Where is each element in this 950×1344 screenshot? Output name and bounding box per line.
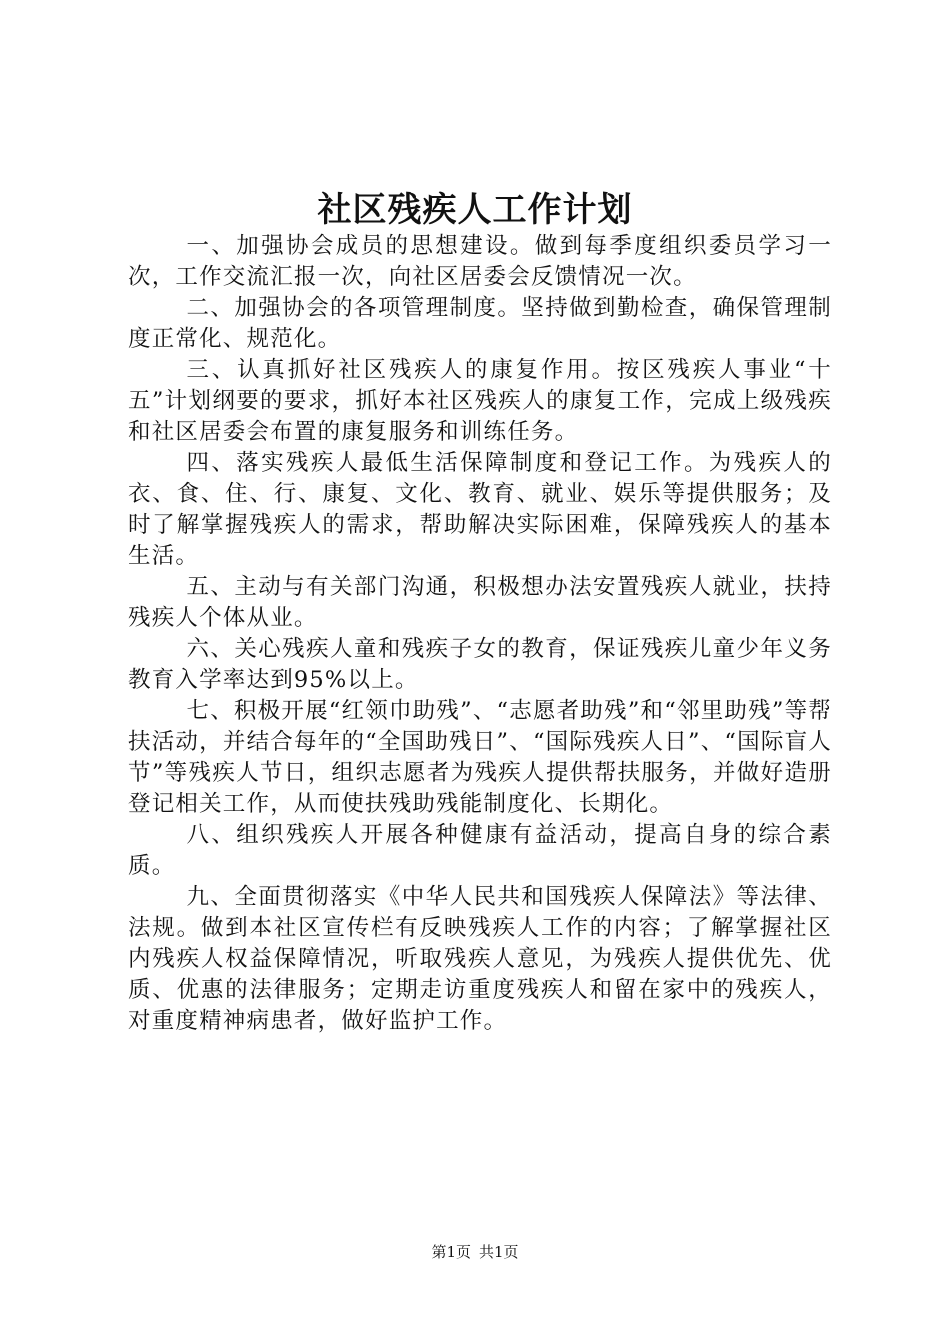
document-title: 社区残疾人工作计划 [317, 190, 633, 230]
paragraph-2: 二、加强协会的各项管理制度。坚持做到勤检查，确保管理制度正常化、规范化。 [128, 295, 832, 352]
paragraph-4: 四、落实残疾人最低生活保障制度和登记工作。为残疾人的衣、食、住、行、康复、文化、教育、就业、娱乐等提供服务；及时了解掌握残疾人的需求，帮助解决实际困难，保障残疾人的基本生活。 [128, 450, 832, 569]
paragraph-7: 七、积极开展“红领巾助残”、“志愿者助残”和“邻里助残”等帮扶活动，并结合每年的“全国助残日”、“国际残疾人日”、“国际盲人节”等残疾人节日，组织志愿者为残疾人提供帮扶服务，并做好造册登记相关工作，从而使扶残助残能制度化、长期化。 [128, 698, 832, 817]
page-footer [0, 1242, 950, 1262]
paragraph-3: 三、认真抓好社区残疾人的康复作用。按区残疾人事业“十五”计划纲要的要求，抓好本社区残疾人的康复工作，完成上级残疾和社区居委会布置的康复服务和训练任务。 [128, 357, 832, 445]
paragraph-5: 五、主动与有关部门沟通，积极想办法安置残疾人就业，扶持残疾人个体从业。 [128, 574, 832, 631]
paragraph-1: 一、加强协会成员的思想建设。做到每季度组织委员学习一次，工作交流汇报一次，向社区居委会反馈情况一次。 [128, 233, 832, 290]
paragraph-9: 九、全面贯彻落实《中华人民共和国残疾人保障法》等法律、法规。做到本社区宣传栏有反映残疾人工作的内容；了解掌握社区内残疾人权益保障情况，听取残疾人意见，为残疾人提供优先、优质、优惠的法律服务；定期走访重度残疾人和留在家中的残疾人，对重度精神病患者，做好监护工作。 [128, 884, 832, 1034]
document-body [128, 231, 832, 1037]
paragraph-6: 六、关心残疾人童和残疾子女的教育，保证残疾儿童少年义务教育入学率达到95%以上。 [128, 636, 832, 693]
paragraph-8: 八、组织残疾人开展各种健康有益活动，提高自身的综合素质。 [128, 822, 832, 879]
page-total: 共1页 [479, 1243, 519, 1261]
page-number: 第1页 [431, 1243, 471, 1261]
